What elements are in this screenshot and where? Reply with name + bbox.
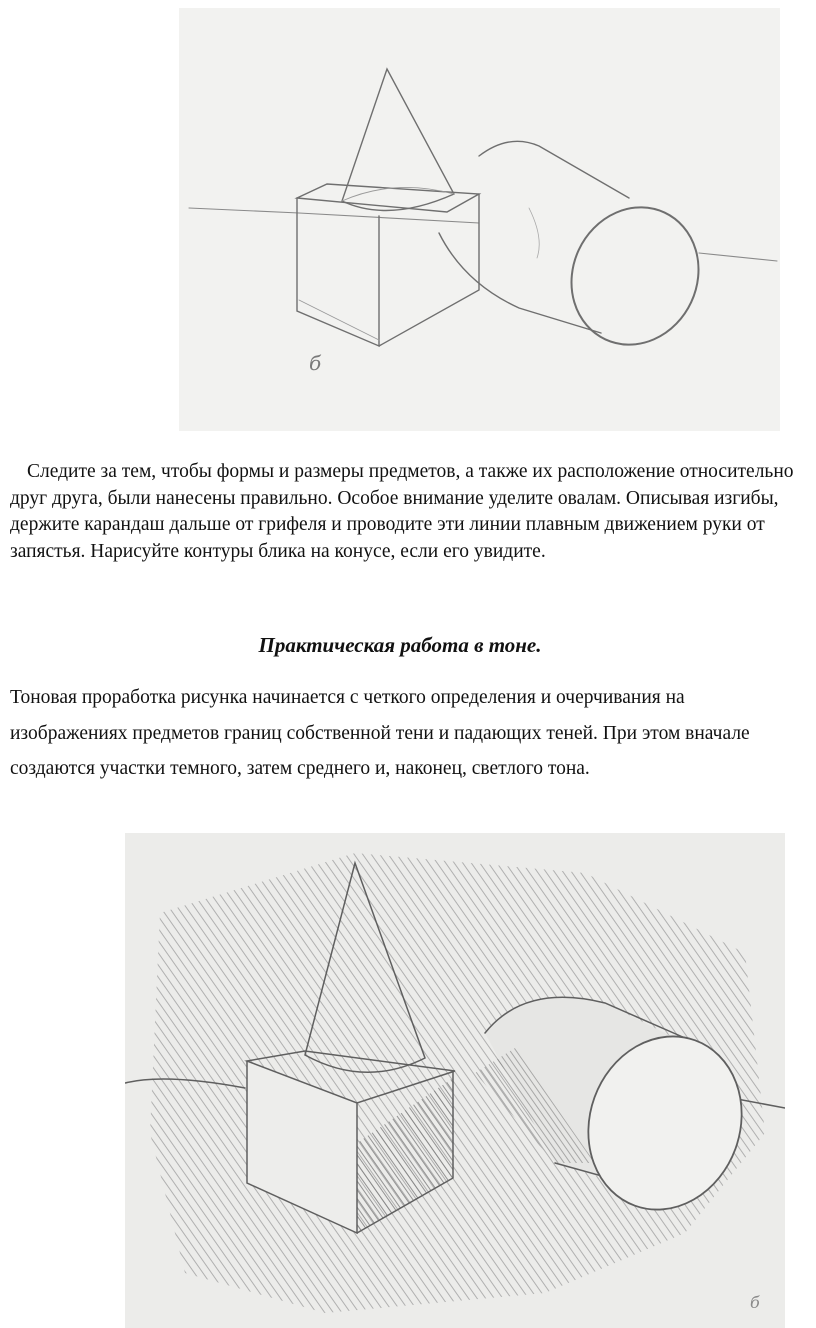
instruction-paragraph <box>10 459 800 566</box>
tone-sketch-signature: б <box>750 1293 760 1312</box>
outline-sketch-drawing <box>179 8 780 431</box>
tone-sketch-drawing <box>125 833 785 1328</box>
tone-paragraph: Тоновая проработка рисунка начинается с четкого определения и очерчивания на изображениях предметов границ собственной тени и падающих теней. При этом вначале создаются участки темного, затем среднего и, наконец, светлого тона. <box>10 687 750 779</box>
tone-sketch-image <box>125 833 785 1328</box>
section-heading: Практическая работа в тоне. <box>258 633 542 657</box>
outline-sketch-image <box>179 8 780 431</box>
outline-sketch-signature: б <box>309 351 322 375</box>
instruction-text: Следите за тем, чтобы формы и размеры предметов, а также их расположение относительно друг друга, были нанесены правильно. Особое внимание уделите овалам. Описывая изгибы, держите карандаш дальше от грифеля и проводите эти линии плавным движением руки от запястья. Нарисуйте контуры блика на конусе, если его увидите. <box>10 461 794 563</box>
